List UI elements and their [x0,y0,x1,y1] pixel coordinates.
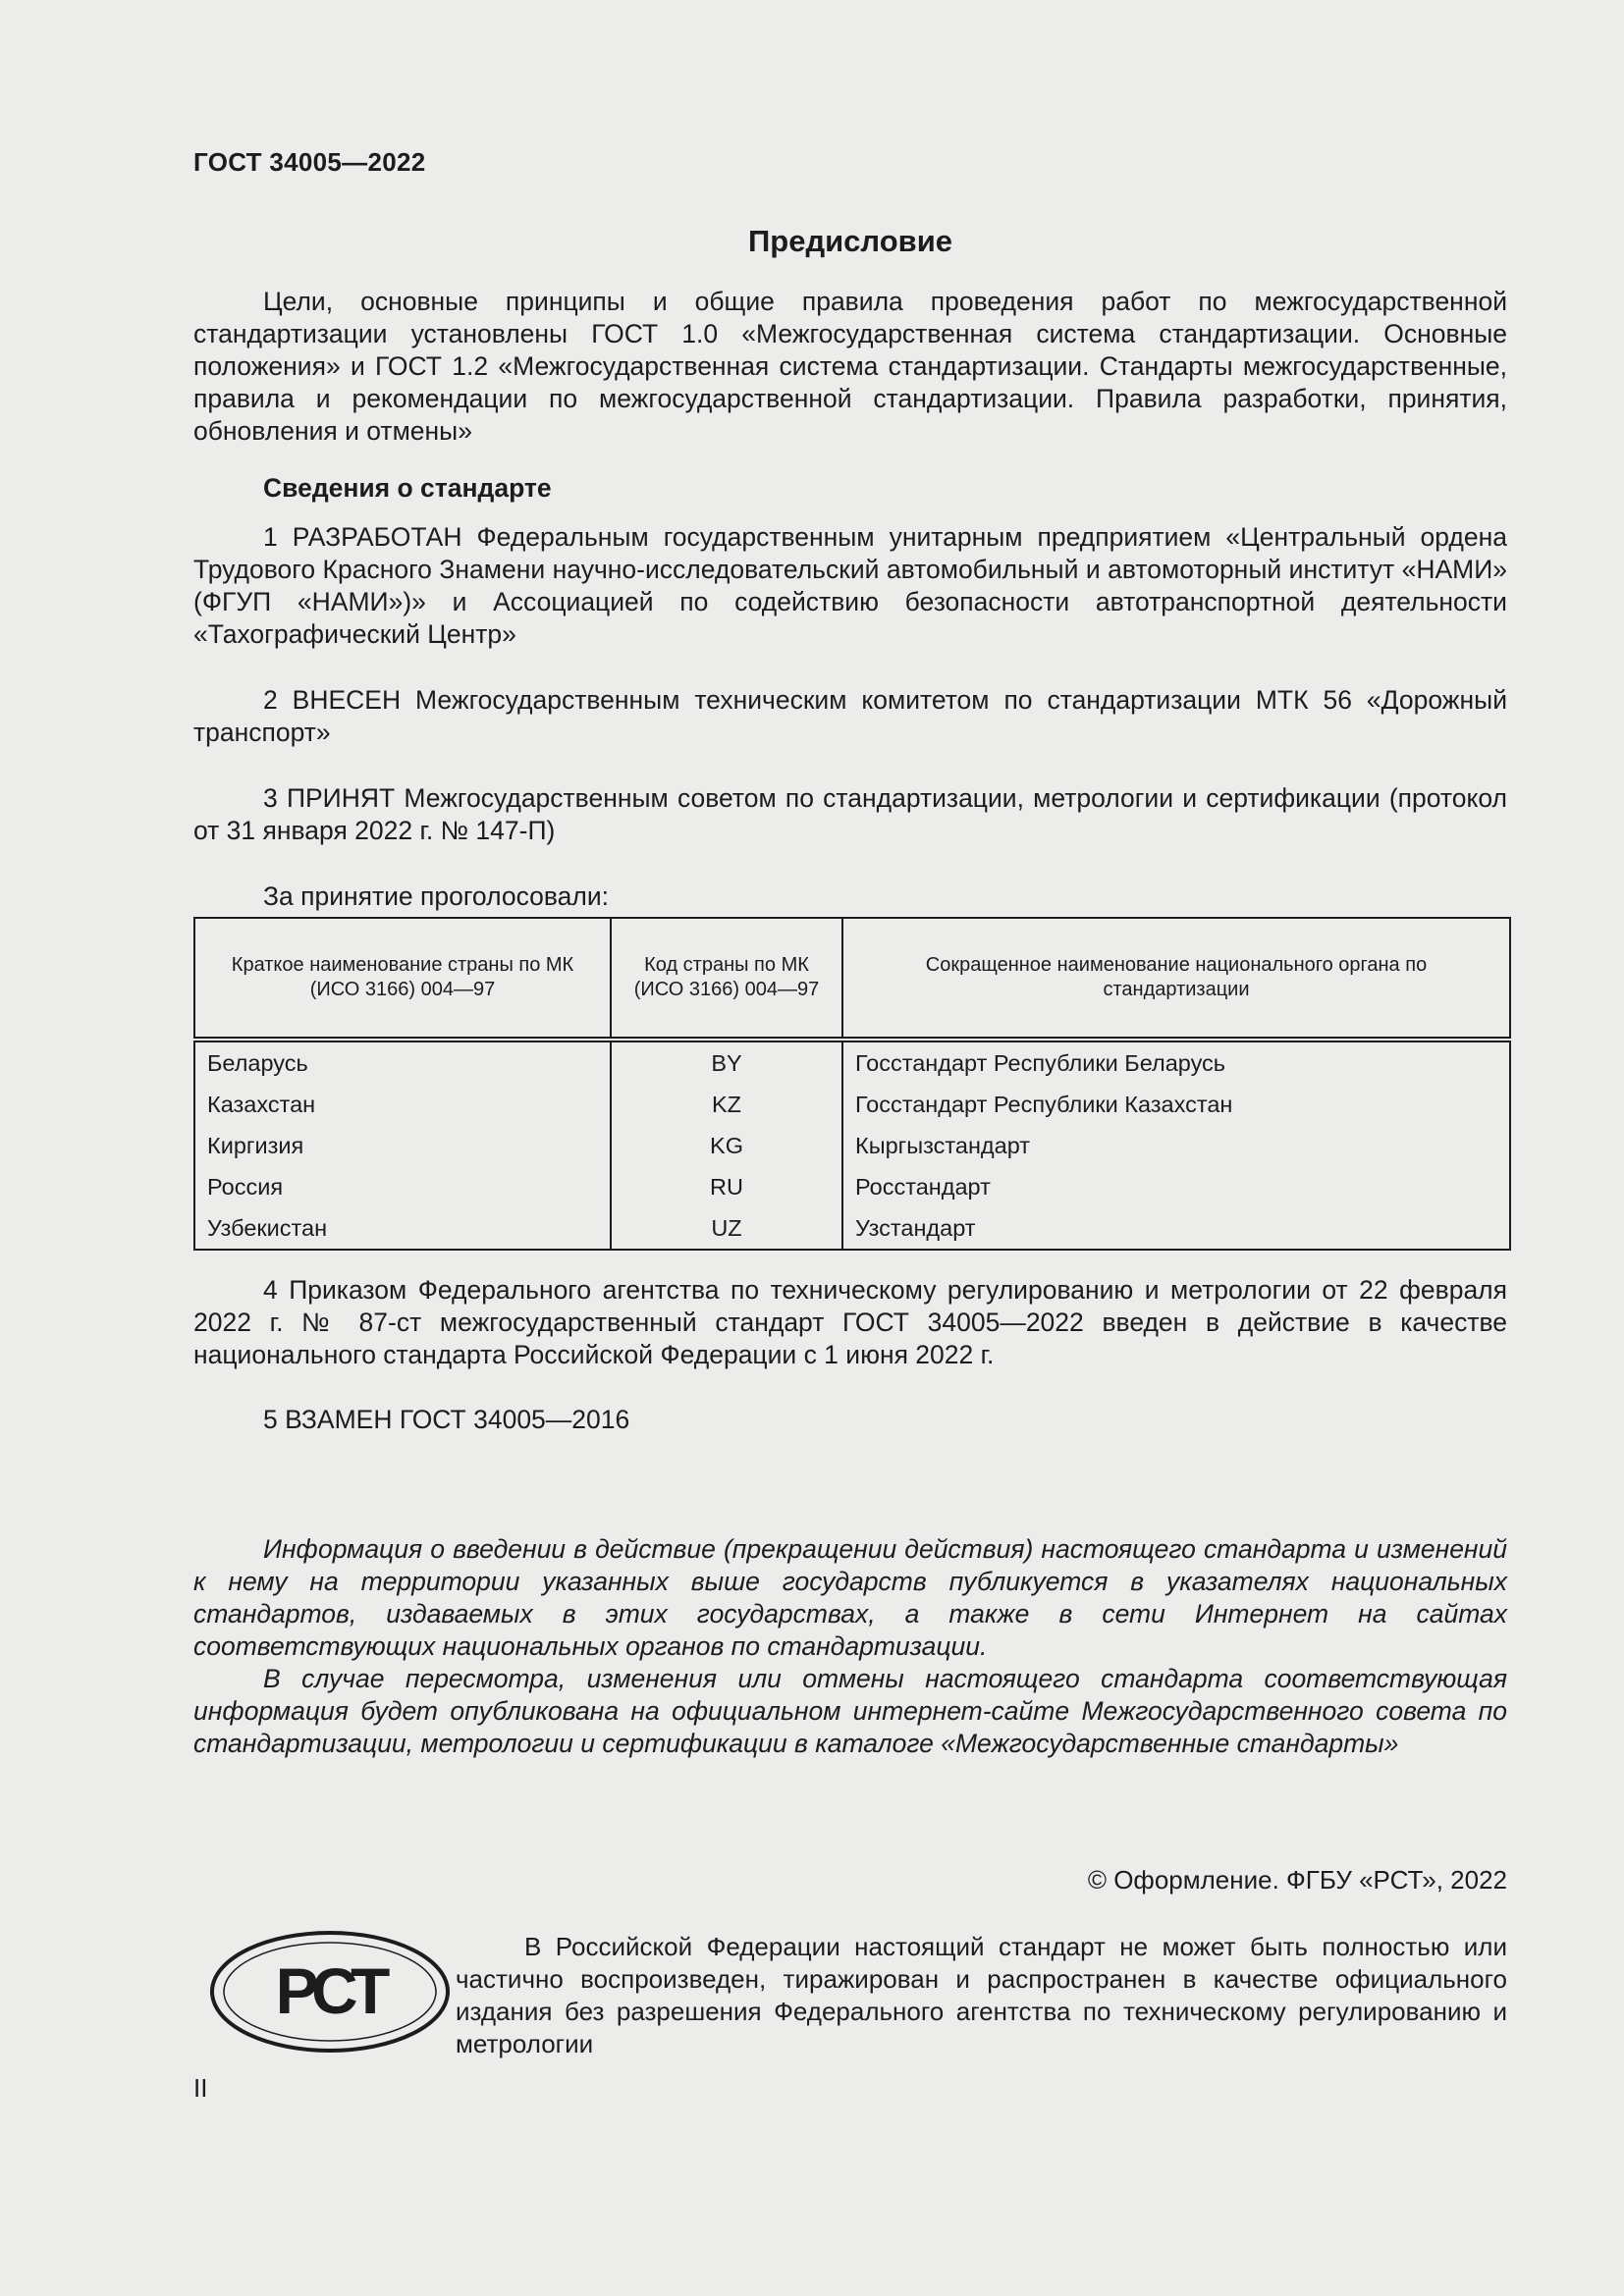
column-header-country: Краткое наименование страны по МК (ИСО 3166) 004—97 [194,918,611,1040]
country-cell: Киргизия [194,1125,611,1166]
national-body-cell: Кыргызстандарт [842,1125,1510,1166]
table-header-row [194,918,1510,1040]
reproduction-notice: В Российской Федерации настоящий стандарт не может быть полностью или частично воспроизведен, тиражирован и распространен в качестве официального издания без разрешения Федерального агентства по техническому регулированию и метрологии [456,1932,1507,2058]
table-row [194,1125,1510,1166]
column-header-national-body: Сокращенное наименование национального органа по стандартизации [842,918,1510,1040]
item-2-introduced: 2 ВНЕСЕН Межгосударственным техническим комитетом по стандартизации МТК 56 «Дорожный транспорт» [193,685,1507,747]
votes-table [193,917,1511,1251]
national-body-cell: Госстандарт Республики Казахстан [842,1084,1510,1125]
column-header-code: Код страны по МК (ИСО 3166) 004—97 [611,918,842,1040]
table-row [194,1207,1510,1250]
national-body-cell: Росстандарт [842,1166,1510,1207]
copyright-line: © Оформление. ФГБУ «РСТ», 2022 [1087,1865,1507,1895]
code-cell: UZ [611,1207,842,1250]
country-cell: Россия [194,1166,611,1207]
country-cell: Казахстан [194,1084,611,1125]
code-cell: KZ [611,1084,842,1125]
votes-label: За принятие проголосовали: [263,881,610,911]
item-3-adopted: 3 ПРИНЯТ Межгосударственным советом по стандартизации, метрологии и сертификации (протокол от 31 января 2022 г. № 147-П) [193,783,1507,845]
national-body-cell: Госстандарт Республики Беларусь [842,1040,1510,1084]
code-cell: BY [611,1040,842,1084]
intro-paragraph: Цели, основные принципы и общие правила проведения работ по межгосударственной стандартизации установлены ГОСТ 1.0 «Межгосударственная система стандартизации. Основные положения» и ГОСТ 1.2 «Межгосударственная система стандартизации. Стандарты межгосударственные, правила и рекомендации по межгосударственной стандартизации. Правила разработки, принятия, обновления и отмены» [193,287,1507,446]
page-title: Предисловие [747,224,952,258]
info-note-revision: В случае пересмотра, изменения или отмены настоящего стандарта соответствующая информация будет опубликована на официальном интернет-сайте Межгосударственного совета по стандартизации, метрологии и сертификации в каталоге «Межгосударственные стандарты» [193,1664,1507,1758]
country-cell: Узбекистан [194,1207,611,1250]
table-row [194,1166,1510,1207]
item-5-replaces: 5 ВЗАМЕН ГОСТ 34005—2016 [263,1405,630,1434]
document-code-header: ГОСТ 34005—2022 [193,147,426,177]
table-row [194,1040,1510,1084]
logo-lettering: РСТ [275,1954,385,2027]
code-cell: KG [611,1125,842,1166]
table-row [194,1084,1510,1125]
info-note-introduction: Информация о введении в действие (прекращении действия) настоящего стандарта и изменений к нему на территории указанных выше государств публикуется в указателях национальных стандартов, издаваемых в этих государствах, а также в сети Интернет на сайтах соответствующих национальных органов по стандартизации. [193,1534,1507,1661]
rst-seal-logo-icon [209,1929,451,2055]
item-4-order: 4 Приказом Федерального агентства по техническому регулированию и метрологии от 22 февраля 2022 г. № 87-ст межгосударственный стандарт ГОСТ 34005—2022 введен в действие в качестве национального стандарта Российской Федерации с 1 июня 2022 г. [193,1275,1507,1369]
item-1-developed: 1 РАЗРАБОТАН Федеральным государственным унитарным предприятием «Центральный ордена Трудового Красного Знамени научно-исследовательский автомобильный и автомоторный институт «НАМИ» (ФГУП «НАМИ»)» и Ассоциацией по содействию безопасности автотранспортной деятельности «Тахографический Центр» [193,522,1507,649]
info-heading: Сведения о стандарте [263,473,552,503]
national-body-cell: Узстандарт [842,1207,1510,1250]
page-number: II [193,2073,208,2103]
country-cell: Беларусь [194,1040,611,1084]
code-cell: RU [611,1166,842,1207]
